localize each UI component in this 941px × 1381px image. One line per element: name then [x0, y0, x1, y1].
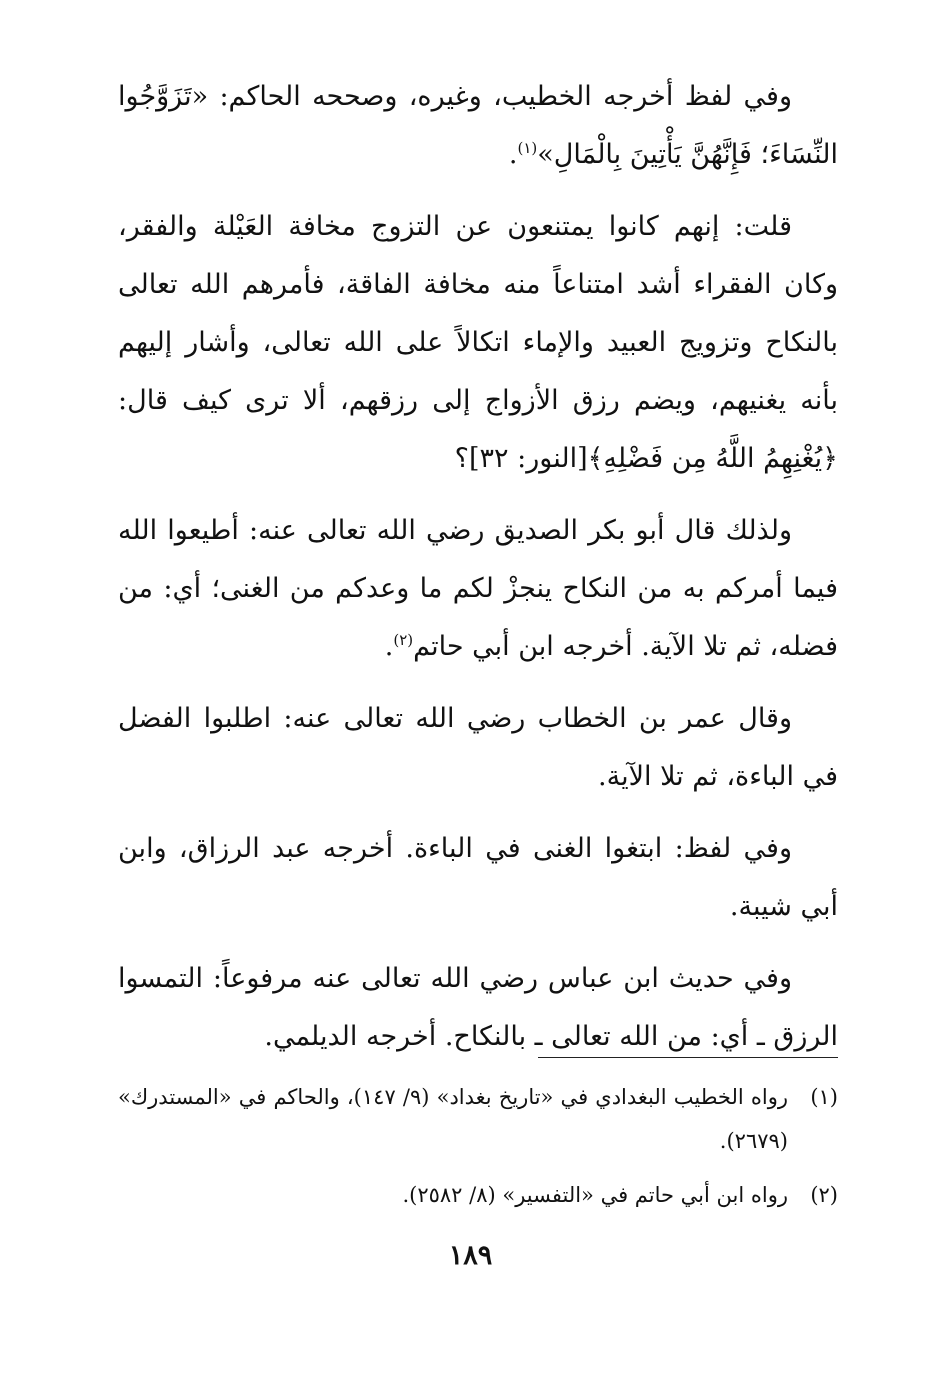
paragraph-1: [118, 68, 838, 184]
footnote-1: [118, 1075, 838, 1163]
paragraph-2: [118, 198, 838, 488]
paragraph-text: وفي حديث ابن عباس رضي الله تعالى عنه مرفوعاً: التمسوا الرزق ـ أي: من الله تعالى ـ بالنكاح. أخرجه الديلمي.: [118, 963, 838, 1052]
paragraph-4: [118, 690, 838, 806]
footnote-number: (١): [810, 1085, 838, 1109]
paragraph-3: [118, 502, 838, 676]
footnotes: [118, 1075, 838, 1227]
paragraph-5: [118, 820, 838, 936]
footnote-reference[interactable]: (٢): [393, 631, 414, 649]
paragraph-text: ولذلك قال أبو بكر الصديق رضي الله تعالى عنه: أطيعوا الله فيما أمركم به من النكاح ينجزْ لكم ما وعدكم من الغنى؛ أي: من فضله، ثم تلا الآية. أخرجه ابن أبي حاتم: [118, 515, 838, 662]
paragraph-text: وقال عمر بن الخطاب رضي الله تعالى عنه: اطلبوا الفضل في الباءة، ثم تلا الآية.: [118, 703, 838, 792]
footnote-text: رواه ابن أبي حاتم في «التفسير» (٨/ ٢٥٨٢).: [402, 1183, 788, 1207]
paragraph-text: قلت: إنهم كانوا يمتنعون عن التزوج مخافة العَيْلة والفقر، وكان الفقراء أشد امتناعاً منه مخافة الفاقة، فأمرهم الله تعالى بالنكاح وتزويج العبيد والإماء اتكالاً على الله تعالى، وأشار إليهم بأنه يغنيهم، ويضم رزق الأزواج إلى رزقهم، ألا ترى كيف قال: ﴿يُغْنِهِمُ اللَّهُ مِن فَضْلِهِ﴾[النور: ٣٢]؟: [118, 211, 838, 474]
paragraph-text: وفي لفظ: ابتغوا الغنى في الباءة. أخرجه عبد الرزاق، وابن أبي شيبة.: [118, 833, 838, 922]
paragraph-tail: .: [384, 631, 394, 662]
footnote-reference[interactable]: (١): [517, 139, 538, 157]
footnote-number: (٢): [810, 1183, 838, 1207]
paragraph-6: [118, 950, 838, 1066]
footnote-2: [118, 1173, 838, 1217]
footnote-separator: [538, 1057, 838, 1058]
paragraph-text: وفي لفظ أخرجه الخطيب، وغيره، وصححه الحاكم: «تَزَوَّجُوا النِّسَاءَ؛ فَإِنَّهُنَّ يَأْتِينَ بِالْمَالِ»: [118, 81, 838, 170]
footnote-text: رواه الخطيب البغدادي في «تاريخ بغداد» (٩/ ١٤٧)، والحاكم في «المستدرك» (٢٦٧٩).: [118, 1085, 788, 1153]
main-text: [118, 68, 838, 1080]
page-number: ١٨٩: [448, 1240, 493, 1271]
paragraph-tail: .: [508, 139, 518, 170]
